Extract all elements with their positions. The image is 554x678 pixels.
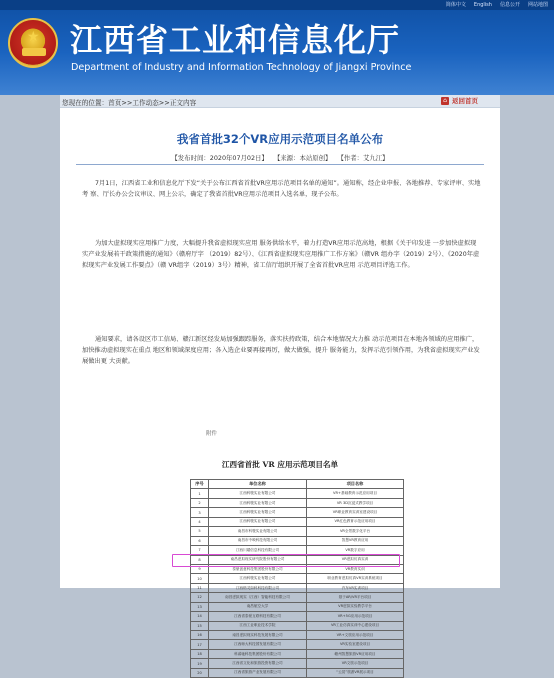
column-header: 序号	[191, 480, 209, 489]
top-link[interactable]: 信息公开	[499, 2, 520, 8]
table-row	[191, 489, 404, 498]
company-name: 南昌市科骏实业有限公司	[209, 527, 307, 536]
company-name: 南昌航空大学	[209, 602, 307, 611]
project-name: 汽车VR实训项目	[307, 583, 404, 592]
column-header: 项目名称	[307, 480, 404, 489]
article-meta	[60, 153, 500, 162]
paragraph: 为加大虚拟现实应用推广力度，大幅提升我省虚拟现实应用 服务供给水平，着力打造VR应用示范高地，根据《关于印发进 一步加快虚拟现实产业发展若干政策措施的通知》（赣府厅字 （2019）82号）、《江西省虚拟现实应用推广工作方案》（赣VR 组办字（2019）2号）、《2020年虚拟现实产业发展工作要点》（赣 VR组字（2019）3号）精神，省工信厅组织开展了全省首批VR应用 示范项目评选工作。	[82, 240, 480, 269]
project-name: VR教育实训	[307, 564, 404, 573]
article-title: 我省首批32个VR应用示范项目名单公布	[176, 132, 384, 146]
attachment-title: 江西省首批 VR 应用示范项目名单	[221, 460, 339, 469]
company-name: 南昌虚拟现实科技发展有限公司	[209, 631, 307, 640]
top-link[interactable]: English	[473, 2, 492, 8]
row-number: 2	[191, 498, 209, 507]
paragraph: 7月1日，江西省工业和信息化厅下发“关于公布江西省首批VR应用示范项目名单的通知”。通知称，经企业申报、各地推荐、专家评审、实地考 察、厅长办公会议审议、网上公示，确定了我省首批VR应用示范项目入选名单，现予公布。	[82, 180, 481, 198]
row-number: 15	[191, 621, 209, 630]
row-number: 6	[191, 536, 209, 545]
table-row	[191, 498, 404, 507]
row-number: 17	[191, 640, 209, 649]
table-row	[191, 621, 404, 630]
company-name: 江西省泰豪互联科技有限公司	[209, 612, 307, 621]
article-page	[60, 95, 500, 675]
back-home-link[interactable]	[441, 96, 478, 105]
site-title-english: Department of Industry and Information Technology of Jiangxi Province	[71, 62, 412, 73]
row-number: 12	[191, 593, 209, 602]
article-source: 【来源：本站原创】	[273, 154, 332, 162]
table-row	[191, 602, 404, 611]
row-number: 11	[191, 583, 209, 592]
project-name: VR实验室建设项目	[307, 640, 404, 649]
table-row	[191, 649, 404, 658]
company-name: 南昌虚拟现实（江西）智能科技有限公司	[209, 593, 307, 602]
site-title: 江西省工业和信息化厅	[70, 21, 401, 59]
company-name: 南昌市中映科技有限公司	[209, 536, 307, 545]
project-name: VR全景数字化平台	[307, 527, 404, 536]
home-icon: ⌂	[441, 97, 449, 105]
company-name: 江西工业职业技术学院	[209, 621, 307, 630]
company-name: 江西川端信息科技有限公司	[209, 546, 307, 555]
company-name: 南昌虚拟现实研究院股份有限公司	[209, 555, 307, 564]
project-list-table	[190, 479, 404, 678]
project-name: VR职业教育实训室建设项目	[307, 508, 404, 517]
back-home-label[interactable]: 返回首页	[452, 97, 478, 105]
article-author: 【作者：艾九江】	[337, 154, 389, 162]
national-emblem-icon	[8, 18, 58, 68]
project-name: VR虚拟仿真实训	[307, 555, 404, 564]
project-name: 基于AR/VR平台项目	[307, 593, 404, 602]
top-link[interactable]: 网站地图	[527, 2, 548, 8]
table-row	[191, 593, 404, 602]
row-number: 14	[191, 612, 209, 621]
project-name: VR工业仿真实训中心建设项目	[307, 621, 404, 630]
company-name: 江西省旅游产业发展有限公司	[209, 668, 307, 677]
row-number: 4	[191, 517, 209, 526]
table-row	[191, 574, 404, 583]
breadcrumb-bar	[60, 95, 500, 108]
company-name: 泰豪创意科技集团股份有限公司	[209, 564, 307, 573]
row-number: 16	[191, 631, 209, 640]
company-name: 江西格灵如科科技有限公司	[209, 583, 307, 592]
table-row	[191, 659, 404, 668]
row-number: 19	[191, 659, 209, 668]
table-row	[191, 640, 404, 649]
highlight-box	[172, 554, 400, 567]
row-number: 20	[191, 668, 209, 677]
row-number: 1	[191, 489, 209, 498]
project-name: 职业教育虚拟仿真VR实训系统项目	[307, 574, 404, 583]
project-name: VR文旅示范项目	[307, 659, 404, 668]
company-name: 江西科骏实业有限公司	[209, 508, 307, 517]
column-header: 单位名称	[209, 480, 307, 489]
table-row	[191, 508, 404, 517]
table-row	[191, 668, 404, 677]
company-name: 江西师大科技园发展有限公司	[209, 640, 307, 649]
title-divider	[76, 164, 484, 165]
table-row	[191, 527, 404, 536]
project-name: VR红色教育示范应用项目	[307, 517, 404, 526]
company-name: 江西科骏实业有限公司	[209, 517, 307, 526]
project-name: VR数字应用	[307, 546, 404, 555]
company-name: 江西科骏实业有限公司	[209, 489, 307, 498]
paragraph: 通知要求，请各设区市工信局、赣江新区经发局加强跟踪服务，落实扶持政策，结合本地情况大力推 动示范项目在本地各领域的应用推广，加快推动虚拟现实在重点 地区和领域深度应用；各入选企业要再接再厉，做大做强，提升 服务能力，发挥示范引领作用，为我省虚拟现实产业发展做出更 大贡献。	[82, 336, 480, 365]
top-link[interactable]: 简体中文	[445, 2, 466, 8]
project-name: 赣州智慧旅游VR应用项目	[307, 649, 404, 658]
project-name: VR 3D沉浸式教学项目	[307, 498, 404, 507]
top-links	[446, 0, 548, 10]
row-number: 18	[191, 649, 209, 658]
star-icon: ★	[27, 29, 40, 45]
company-name: 江西科骏实业有限公司	[209, 498, 307, 507]
publish-date: 【发布时间：2020年07月02日】	[171, 154, 268, 162]
company-name: 江西科骏实业有限公司	[209, 574, 307, 583]
table-header-row	[191, 480, 404, 489]
table-row	[191, 536, 404, 545]
table-row	[191, 612, 404, 621]
row-number: 7	[191, 546, 209, 555]
row-number: 3	[191, 508, 209, 517]
row-number: 8	[191, 555, 209, 564]
row-number: 13	[191, 602, 209, 611]
table-row	[191, 583, 404, 592]
project-name: “云赏”旅游VR展示项目	[307, 668, 404, 677]
table-row	[191, 631, 404, 640]
project-name: 智慧VR教育应用	[307, 536, 404, 545]
row-number: 9	[191, 564, 209, 573]
table-row	[191, 517, 404, 526]
project-name: VR+5G应用示范项目	[307, 612, 404, 621]
row-number: 10	[191, 574, 209, 583]
project-name: VR虚拟实验教学平台	[307, 602, 404, 611]
company-name: 科睿驰科技集团股份有限公司	[209, 649, 307, 658]
attachment-label: 附件	[206, 431, 218, 437]
row-number: 5	[191, 527, 209, 536]
project-name: VR+文旅应用示范项目	[307, 631, 404, 640]
project-name: VR+基础教育示范应用项目	[307, 489, 404, 498]
breadcrumb[interactable]: 您现在的位置：首页>>工作动态>>正文内容	[62, 99, 197, 107]
company-name: 江西省文化和旅游投资有限公司	[209, 659, 307, 668]
